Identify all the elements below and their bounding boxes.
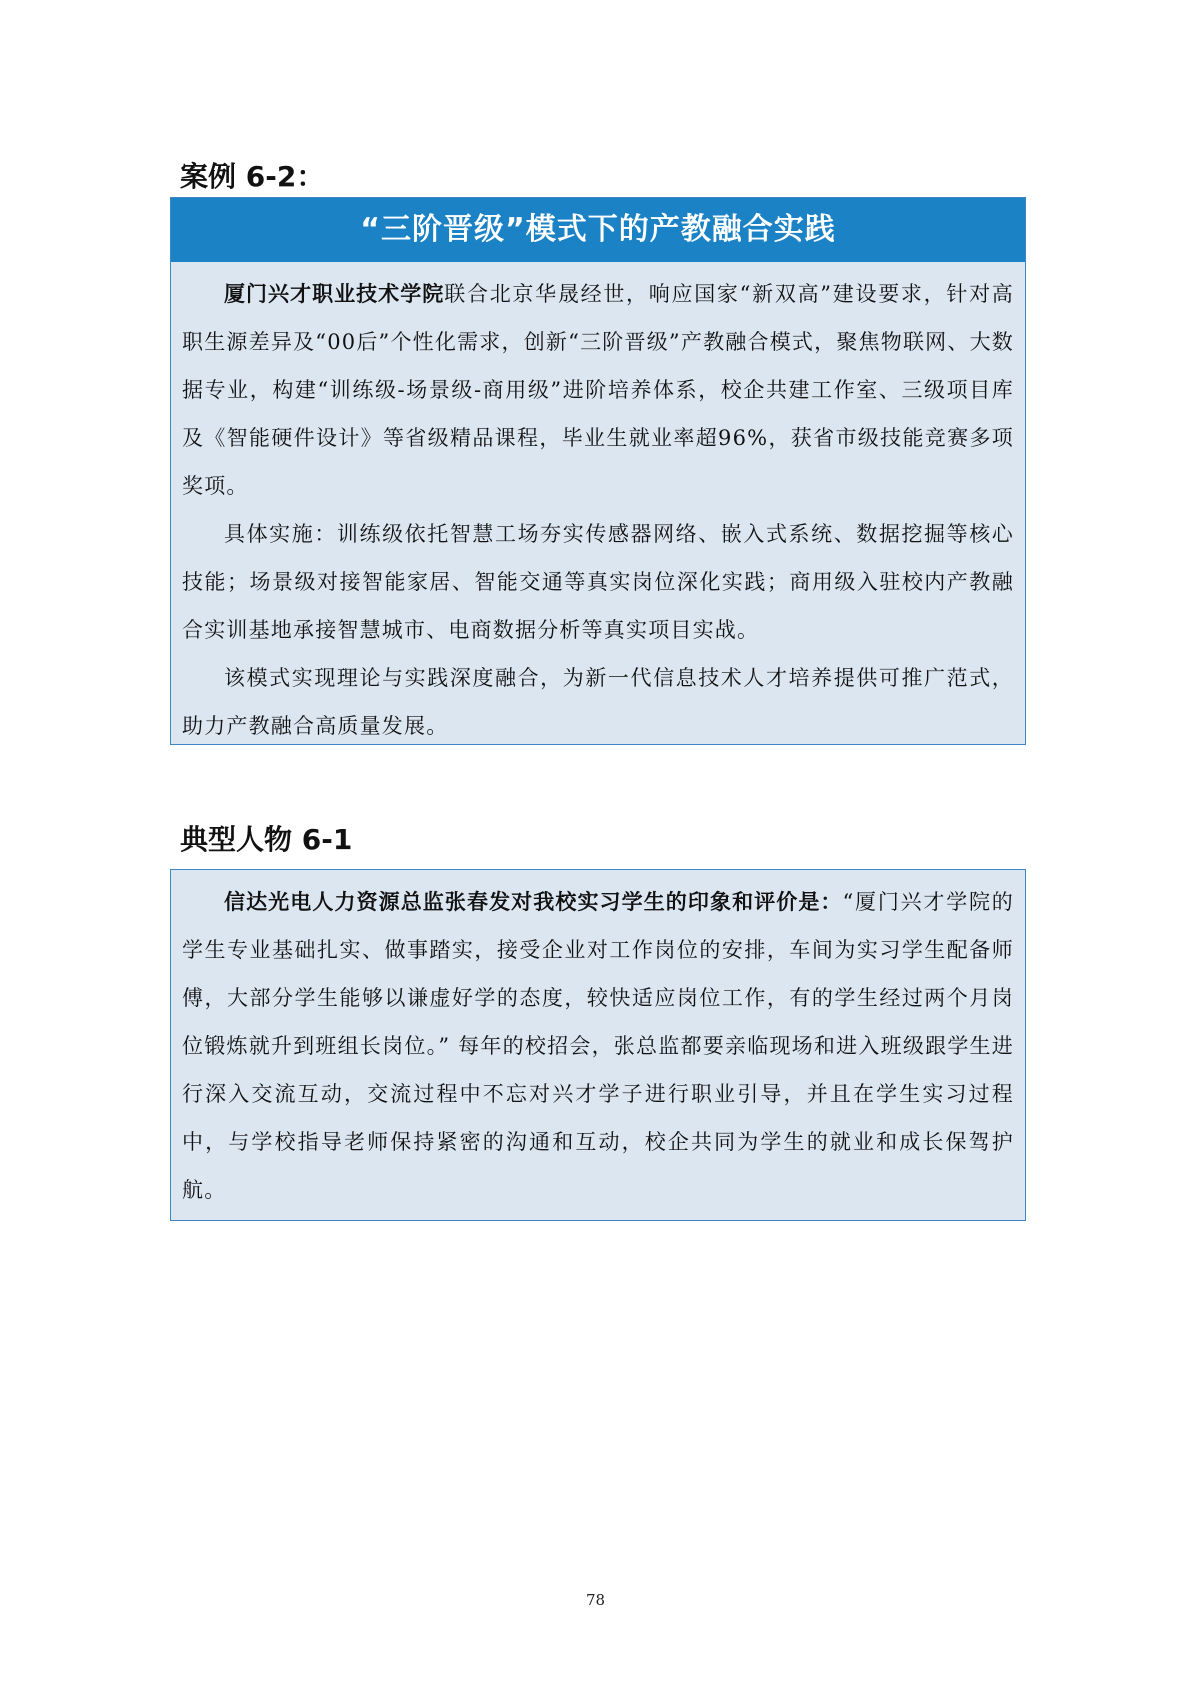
page-number: 78: [585, 1591, 606, 1609]
person-paragraph-text: “厦门兴才学院的学生专业基础扎实、做事踏实，接受企业对工作岗位的安排，车间为实习学生配备师傅，大部分学生能够以谦虚好学的态度，较快适应岗位工作，有的学生经过两个月岗位锻炼就升到班组长岗位。” 每年的校招会，张总监都要亲临现场和进入班级跟学生进行深入交流互动，交流过程中不忘对兴才学子进行职业引导，并且在学生实习过程中，与学校指导老师保持紧密的沟通和互动，校企共同为学生的就业和成长保驾护航。: [182, 890, 1014, 1202]
case-paragraph-2: 具体实施：训练级依托智慧工场夯实传感器网络、嵌入式系统、数据挖掘等核心技能；场景级对接智能家居、智能交通等真实岗位深化实践；商用级入驻校内产教融合实训基地承接智慧城市、电商数据分析等真实项目实战。: [182, 522, 1014, 642]
person-lead: 信达光电人力资源总监张春发对我校实习学生的印象和评价是：: [224, 890, 843, 914]
case-paragraph-1-text: 联合北京华晟经世，响应国家“新双高”建设要求，针对高职生源差异及“00后”个性化需求，创新“三阶晋级”产教融合模式，聚焦物联网、大数据专业，构建“训练级-场景级-商用级”进阶培养体系，校企共建工作室、三级项目库及《智能硬件设计》等省级精品课程，毕业生就业率超96%，获省市级技能竞赛多项奖项。: [182, 282, 1015, 498]
person-box: [170, 869, 1026, 1221]
case-paragraph-3: 该模式实现理论与实践深度融合，为新一代信息技术人才培养提供可推广范式，助力产教融合高质量发展。: [182, 666, 1014, 738]
person-heading: 典型人物 6-1: [180, 823, 353, 856]
case-paragraph-1: [182, 270, 1014, 510]
case-school-name: 厦门兴才职业技术学院: [224, 282, 445, 306]
person-body: [171, 870, 1025, 1214]
case-heading: 案例 6-2：: [180, 160, 325, 193]
case-title: “三阶晋级”模式下的产教融合实践: [171, 198, 1025, 262]
case-box: [170, 197, 1026, 745]
person-paragraph: [182, 878, 1014, 1214]
case-body: [171, 262, 1025, 750]
